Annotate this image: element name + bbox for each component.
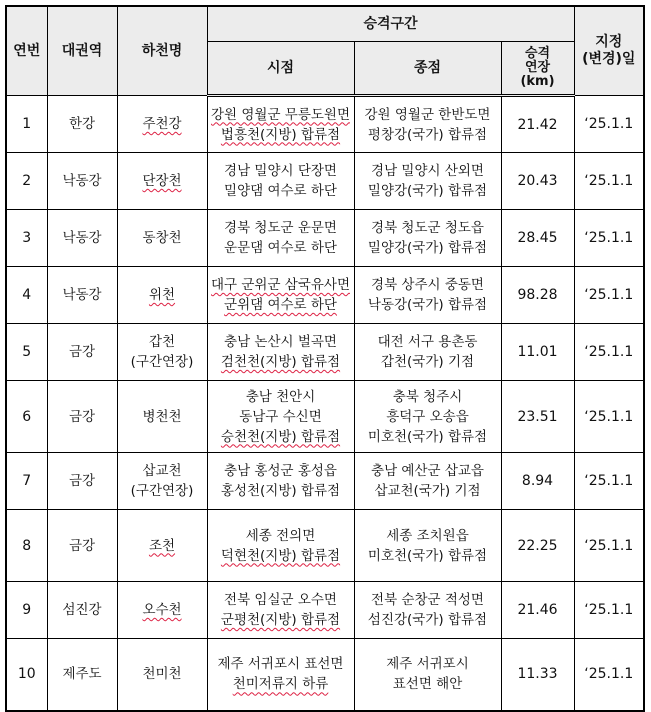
cell-no: 3 <box>6 210 47 267</box>
header-start: 시점 <box>207 42 354 96</box>
cell-no: 7 <box>6 453 47 510</box>
table-row <box>6 153 644 210</box>
table-row <box>6 639 644 711</box>
cell-no: 5 <box>6 324 47 381</box>
cell-length: 98.28 <box>501 267 574 324</box>
table-row <box>6 96 644 153</box>
cell-end: 충북 청주시 흥덕구 오송읍 미호천(국가) 합류점 <box>354 381 501 453</box>
cell-start: 충남 천안시 동남구 수신면 승천천(지방) 합류점 <box>207 381 354 453</box>
cell-river: 동창천 <box>117 210 207 267</box>
cell-length: 21.46 <box>501 582 574 639</box>
cell-region: 금강 <box>47 510 117 582</box>
cell-date: ‘25.1.1 <box>574 453 644 510</box>
cell-start: 세종 전의면 덕현천(지방) 합류점 <box>207 510 354 582</box>
cell-start: 경북 청도군 운문면 운문댐 여수로 하단 <box>207 210 354 267</box>
cell-no: 8 <box>6 510 47 582</box>
cell-no: 4 <box>6 267 47 324</box>
cell-end: 제주 서귀포시 표선면 해안 <box>354 639 501 711</box>
cell-region: 한강 <box>47 96 117 153</box>
cell-no: 9 <box>6 582 47 639</box>
cell-start: 강원 영월군 무릉도원면 법흥천(지방) 합류점 <box>207 96 354 153</box>
cell-river: 천미천 <box>117 639 207 711</box>
header-no: 연번 <box>6 6 47 96</box>
cell-end: 강원 영월군 한반도면 평창강(국가) 합류점 <box>354 96 501 153</box>
cell-region: 금강 <box>47 324 117 381</box>
cell-start: 제주 서귀포시 표선면 천미저류지 하류 <box>207 639 354 711</box>
cell-start: 충남 홍성군 홍성읍 홍성천(지방) 합류점 <box>207 453 354 510</box>
cell-region: 금강 <box>47 453 117 510</box>
table-row <box>6 210 644 267</box>
header-date: 지정 (변경)일 <box>574 6 644 96</box>
cell-river: 주천강 <box>117 96 207 153</box>
cell-length: 20.43 <box>501 153 574 210</box>
cell-date: ‘25.1.1 <box>574 510 644 582</box>
cell-start: 경남 밀양시 단장면 밀양댐 여수로 하단 <box>207 153 354 210</box>
table-row <box>6 381 644 453</box>
cell-region: 낙동강 <box>47 153 117 210</box>
cell-region: 금강 <box>47 381 117 453</box>
cell-region: 낙동강 <box>47 210 117 267</box>
cell-date: ‘25.1.1 <box>574 582 644 639</box>
cell-length: 21.42 <box>501 96 574 153</box>
cell-end: 충남 예산군 삽교읍 삽교천(국가) 기점 <box>354 453 501 510</box>
cell-river: 삽교천 (구간연장) <box>117 453 207 510</box>
document-page <box>5 5 643 693</box>
cell-length: 23.51 <box>501 381 574 453</box>
cell-river: 갑천 (구간연장) <box>117 324 207 381</box>
table-row <box>6 510 644 582</box>
cell-no: 10 <box>6 639 47 711</box>
header-section: 승격구간 <box>207 6 574 42</box>
header-region: 대권역 <box>47 6 117 96</box>
cell-date: ‘25.1.1 <box>574 639 644 711</box>
cell-end: 전북 순창군 적성면 섬진강(국가) 합류점 <box>354 582 501 639</box>
cell-no: 6 <box>6 381 47 453</box>
cell-end: 경남 밀양시 산외면 밀양강(국가) 합류점 <box>354 153 501 210</box>
cell-length: 28.45 <box>501 210 574 267</box>
table-row <box>6 582 644 639</box>
cell-end: 경북 청도군 청도읍 밀양강(국가) 합류점 <box>354 210 501 267</box>
cell-no: 2 <box>6 153 47 210</box>
cell-length: 11.01 <box>501 324 574 381</box>
table-row <box>6 453 644 510</box>
cell-region: 낙동강 <box>47 267 117 324</box>
cell-end: 세종 조치원읍 미호천(국가) 합류점 <box>354 510 501 582</box>
cell-end: 대전 서구 용촌동 갑천(국가) 기점 <box>354 324 501 381</box>
cell-date: ‘25.1.1 <box>574 153 644 210</box>
header-length: 승격 연장 (km) <box>501 42 574 96</box>
cell-river: 병천천 <box>117 381 207 453</box>
cell-river: 위천 <box>117 267 207 324</box>
table-row <box>6 267 644 324</box>
cell-end: 경북 상주시 중동면 낙동강(국가) 합류점 <box>354 267 501 324</box>
cell-length: 11.33 <box>501 639 574 711</box>
cell-river: 오수천 <box>117 582 207 639</box>
cell-date: ‘25.1.1 <box>574 210 644 267</box>
cell-start: 대구 군위군 삼국유사면 군위댐 여수로 하단 <box>207 267 354 324</box>
cell-start: 전북 임실군 오수면 군평천(지방) 합류점 <box>207 582 354 639</box>
cell-river: 조천 <box>117 510 207 582</box>
cell-river: 단장천 <box>117 153 207 210</box>
cell-no: 1 <box>6 96 47 153</box>
table-row <box>6 324 644 381</box>
cell-region: 제주도 <box>47 639 117 711</box>
cell-date: ‘25.1.1 <box>574 96 644 153</box>
cell-start: 충남 논산시 벌곡면 검천천(지방) 합류점 <box>207 324 354 381</box>
cell-length: 8.94 <box>501 453 574 510</box>
cell-length: 22.25 <box>501 510 574 582</box>
header-river: 하천명 <box>117 6 207 96</box>
cell-date: ‘25.1.1 <box>574 381 644 453</box>
cell-date: ‘25.1.1 <box>574 324 644 381</box>
river-promotion-table <box>5 5 645 712</box>
header-end: 종점 <box>354 42 501 96</box>
cell-date: ‘25.1.1 <box>574 267 644 324</box>
cell-region: 섬진강 <box>47 582 117 639</box>
